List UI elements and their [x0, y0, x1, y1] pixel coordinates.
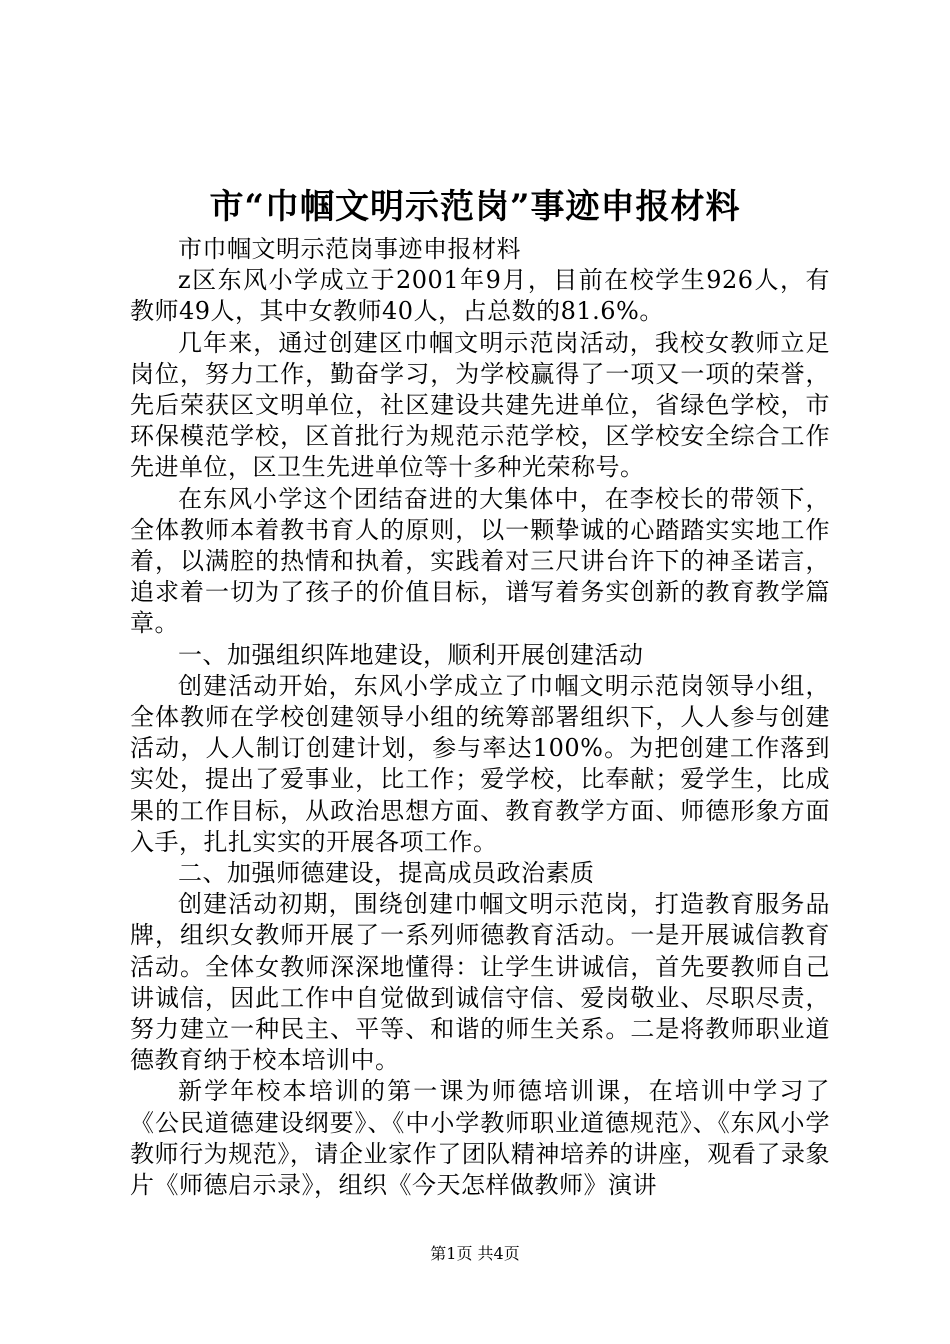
paragraph: 几年来，通过创建区巾帼文明示范岗活动，我校女教师立足岗位，努力工作，勤奋学习，为学校赢得了一项又一项的荣誉，先后荣获区文明单位，社区建设共建先进单位，省绿色学校，市环保模范学校，区首批行为规范示范学校，区学校安全综合工作先进单位，区卫生先进单位等十多种光荣称号。: [130, 328, 830, 482]
section-heading: 二、加强师德建设，提高成员政治素质: [178, 859, 595, 888]
paragraph: z区东风小学成立于2001年9月，目前在校学生926人，有教师49人，其中女教师40人，占总数的81.6%。: [130, 266, 830, 326]
document-body: [130, 234, 830, 1201]
document-title: 市“巾帼文明示范岗”事迹申报材料: [209, 187, 741, 227]
paragraph: 市巾帼文明示范岗事迹申报材料: [178, 235, 521, 263]
paragraph: 新学年校本培训的第一课为师德培训课，在培训中学习了《公民道德建设纲要》、《中小学教师职业道德规范》、《东风小学教师行为规范》，请企业家作了团队精神培养的讲座，观看了录象片《师德启示录》，组织《今天怎样做教师》演讲: [130, 1077, 830, 1200]
section-heading: 一、加强组织阵地建设，顺利开展创建活动: [178, 640, 644, 669]
paragraph: 在东风小学这个团结奋进的大集体中，在李校长的带领下，全体教师本着教书育人的原则，以一颗挚诚的心踏踏实实地工作着，以满腔的热情和执着，实践着对三尺讲台许下的神圣诺言，追求着一切为了孩子的价值目标，谱写着务实创新的教育教学篇章。: [130, 484, 830, 638]
page-footer: 第1页 共4页: [430, 1244, 520, 1263]
paragraph: 创建活动开始，东风小学成立了巾帼文明示范岗领导小组，全体教师在学校创建领导小组的统筹部署组织下，人人参与创建活动，人人制订创建计划，参与率达100%。为把创建工作落到实处，提出了爱事业，比工作；爱学校，比奉献；爱学生，比成果的工作目标，从政治思想方面、教育教学方面、师德形象方面入手，扎扎实实的开展各项工作。: [130, 671, 830, 856]
paragraph: 创建活动初期，围绕创建巾帼文明示范岗，打造教育服务品牌，组织女教师开展了一系列师德教育活动。一是开展诚信教育活动。全体女教师深深地懂得：让学生讲诚信，首先要教师自己讲诚信，因此工作中自觉做到诚信守信、爱岗敬业、尽职尽责，努力建立一种民主、平等、和谐的师生关系。二是将教师职业道德教育纳于校本培训中。: [130, 890, 830, 1075]
